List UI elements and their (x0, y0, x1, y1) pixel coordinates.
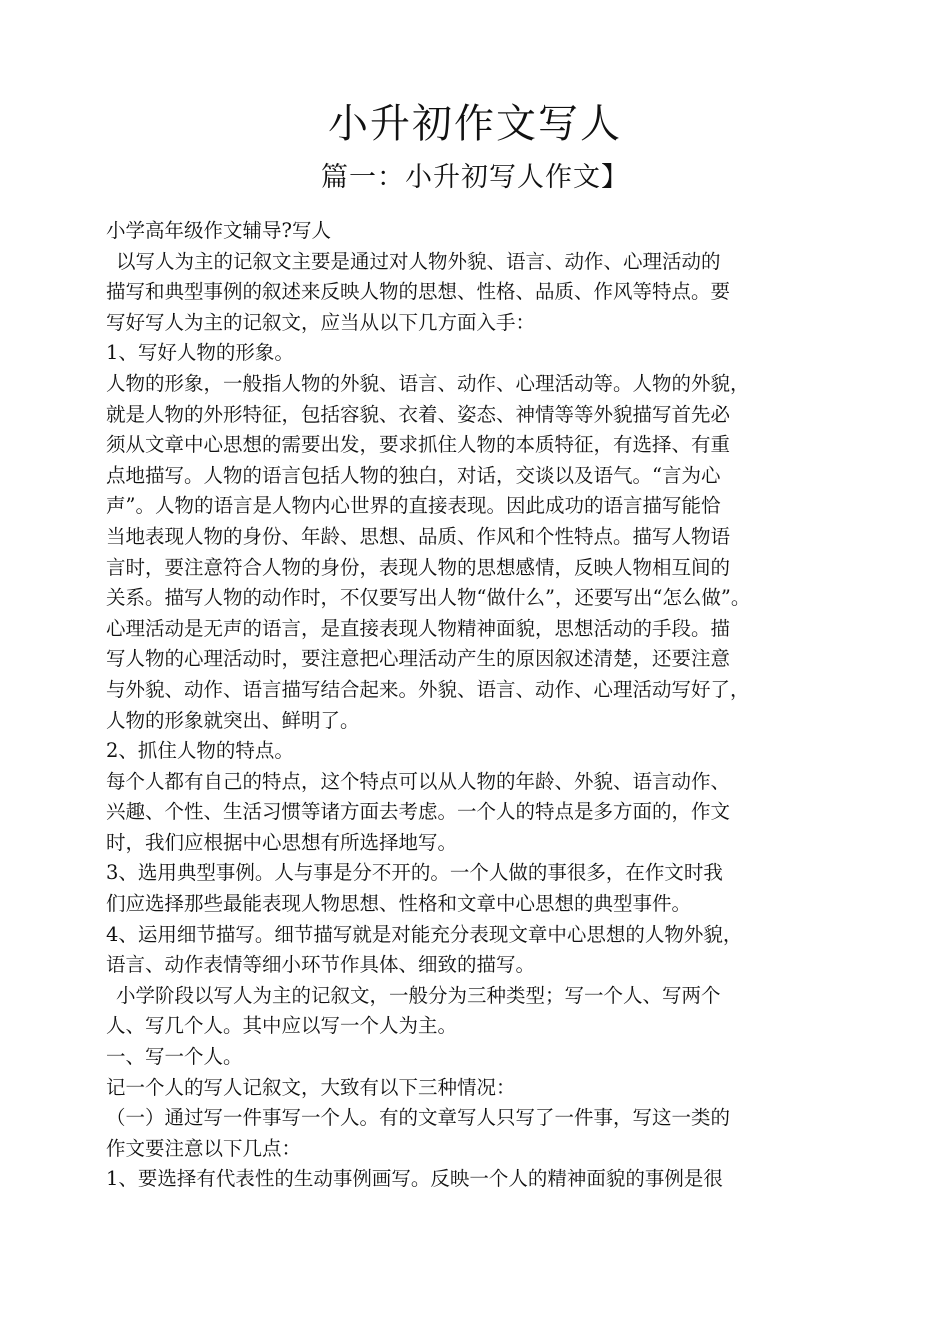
body-line: 小学阶段以写人为主的记叙文，一般分为三种类型；写一个人、写两个 (116, 983, 721, 1007)
body-line: 关系。描写人物的动作时，不仅要写出人物“做什么”，还要写出“怎么做”。 (106, 586, 751, 610)
body-line: 写人物的心理活动时，要注意把心理活动产生的原因叙述清楚，还要注意 (106, 647, 731, 671)
body-line: 就是人物的外形特征，包括容貌、衣着、姿态、神情等等外貌描写首先必 (106, 402, 731, 426)
body-line: （一）通过写一件事写一个人。有的文章写人只写了一件事，写这一类的 (106, 1106, 731, 1130)
document-subtitle: 篇一：小升初写人作文】 (321, 162, 629, 193)
body-line: 人物的形象就突出、鲜明了。 (106, 708, 360, 732)
body-line: 每个人都有自己的特点，这个特点可以从人物的年龄、外貌、语言动作、 (106, 769, 731, 793)
body-line: 小学高年级作文辅导?写人 (106, 219, 331, 242)
body-line: 须从文章中心思想的需要出发，要求抓住人物的本质特征，有选择、有重 (106, 433, 731, 457)
body-line: 与外貌、动作、语言描写结合起来。外貌、语言、动作、心理活动写好了， (106, 677, 750, 701)
body-line: 点地描写。人物的语言包括人物的独白，对话，交谈以及语气。“言为心 (106, 463, 721, 487)
body-line: 们应选择那些最能表现人物思想、性格和文章中心思想的典型事件。 (106, 892, 692, 916)
body-line: 2、抓住人物的特点。 (106, 739, 294, 763)
body-line: 心理活动是无声的语言，是直接表现人物精神面貌，思想活动的手段。描 (106, 616, 731, 640)
body-line: 作文要注意以下几点： (106, 1136, 302, 1160)
body-line: 言时，要注意符合人物的身份，表现人物的思想感情，反映人物相互间的 (106, 555, 731, 579)
body-line: 当地表现人物的身份、年龄、思想、品质、作风和个性特点。描写人物语 (106, 524, 731, 548)
body-line: 人物的形象，一般指人物的外貌、语言、动作、心理活动等。人物的外貌， (106, 371, 750, 395)
body-line: 兴趣、个性、生活习惯等诸方面去考虑。一个人的特点是多方面的，作文 (106, 800, 731, 824)
body-line: 1、写好人物的形象。 (106, 341, 294, 365)
body-line: 4、运用细节描写。细节描写就是对能充分表现文章中心思想的人物外貌， (106, 922, 743, 946)
document-body (106, 216, 866, 1195)
body-line: 描写和典型事例的叙述来反映人物的思想、性格、品质、作风等特点。要 (106, 280, 731, 304)
body-line: 人、写几个人。其中应以写一个人为主。 (106, 1014, 458, 1038)
body-line: 3、选用典型事例。人与事是分不开的。一个人做的事很多，在作文时我 (106, 861, 723, 885)
body-line: 一、写一个人。 (106, 1045, 243, 1069)
body-line: 语言、动作表情等细小环节作具体、细致的描写。 (106, 953, 536, 977)
document-title: 小升初作文写人 (328, 101, 622, 147)
body-line: 时，我们应根据中心思想有所选择地写。 (106, 830, 458, 854)
body-line: 记一个人的写人记叙文，大致有以下三种情况： (106, 1075, 516, 1099)
body-line: 以写人为主的记叙文主要是通过对人物外貌、语言、动作、心理活动的 (116, 249, 721, 273)
body-line: 声”。人物的语言是人物内心世界的直接表现。因此成功的语言描写能恰 (106, 494, 721, 518)
body-line: 写好写人为主的记叙文，应当从以下几方面入手： (106, 310, 536, 334)
body-line: 1、要选择有代表性的生动事例画写。反映一个人的精神面貌的事例是很 (106, 1167, 723, 1191)
